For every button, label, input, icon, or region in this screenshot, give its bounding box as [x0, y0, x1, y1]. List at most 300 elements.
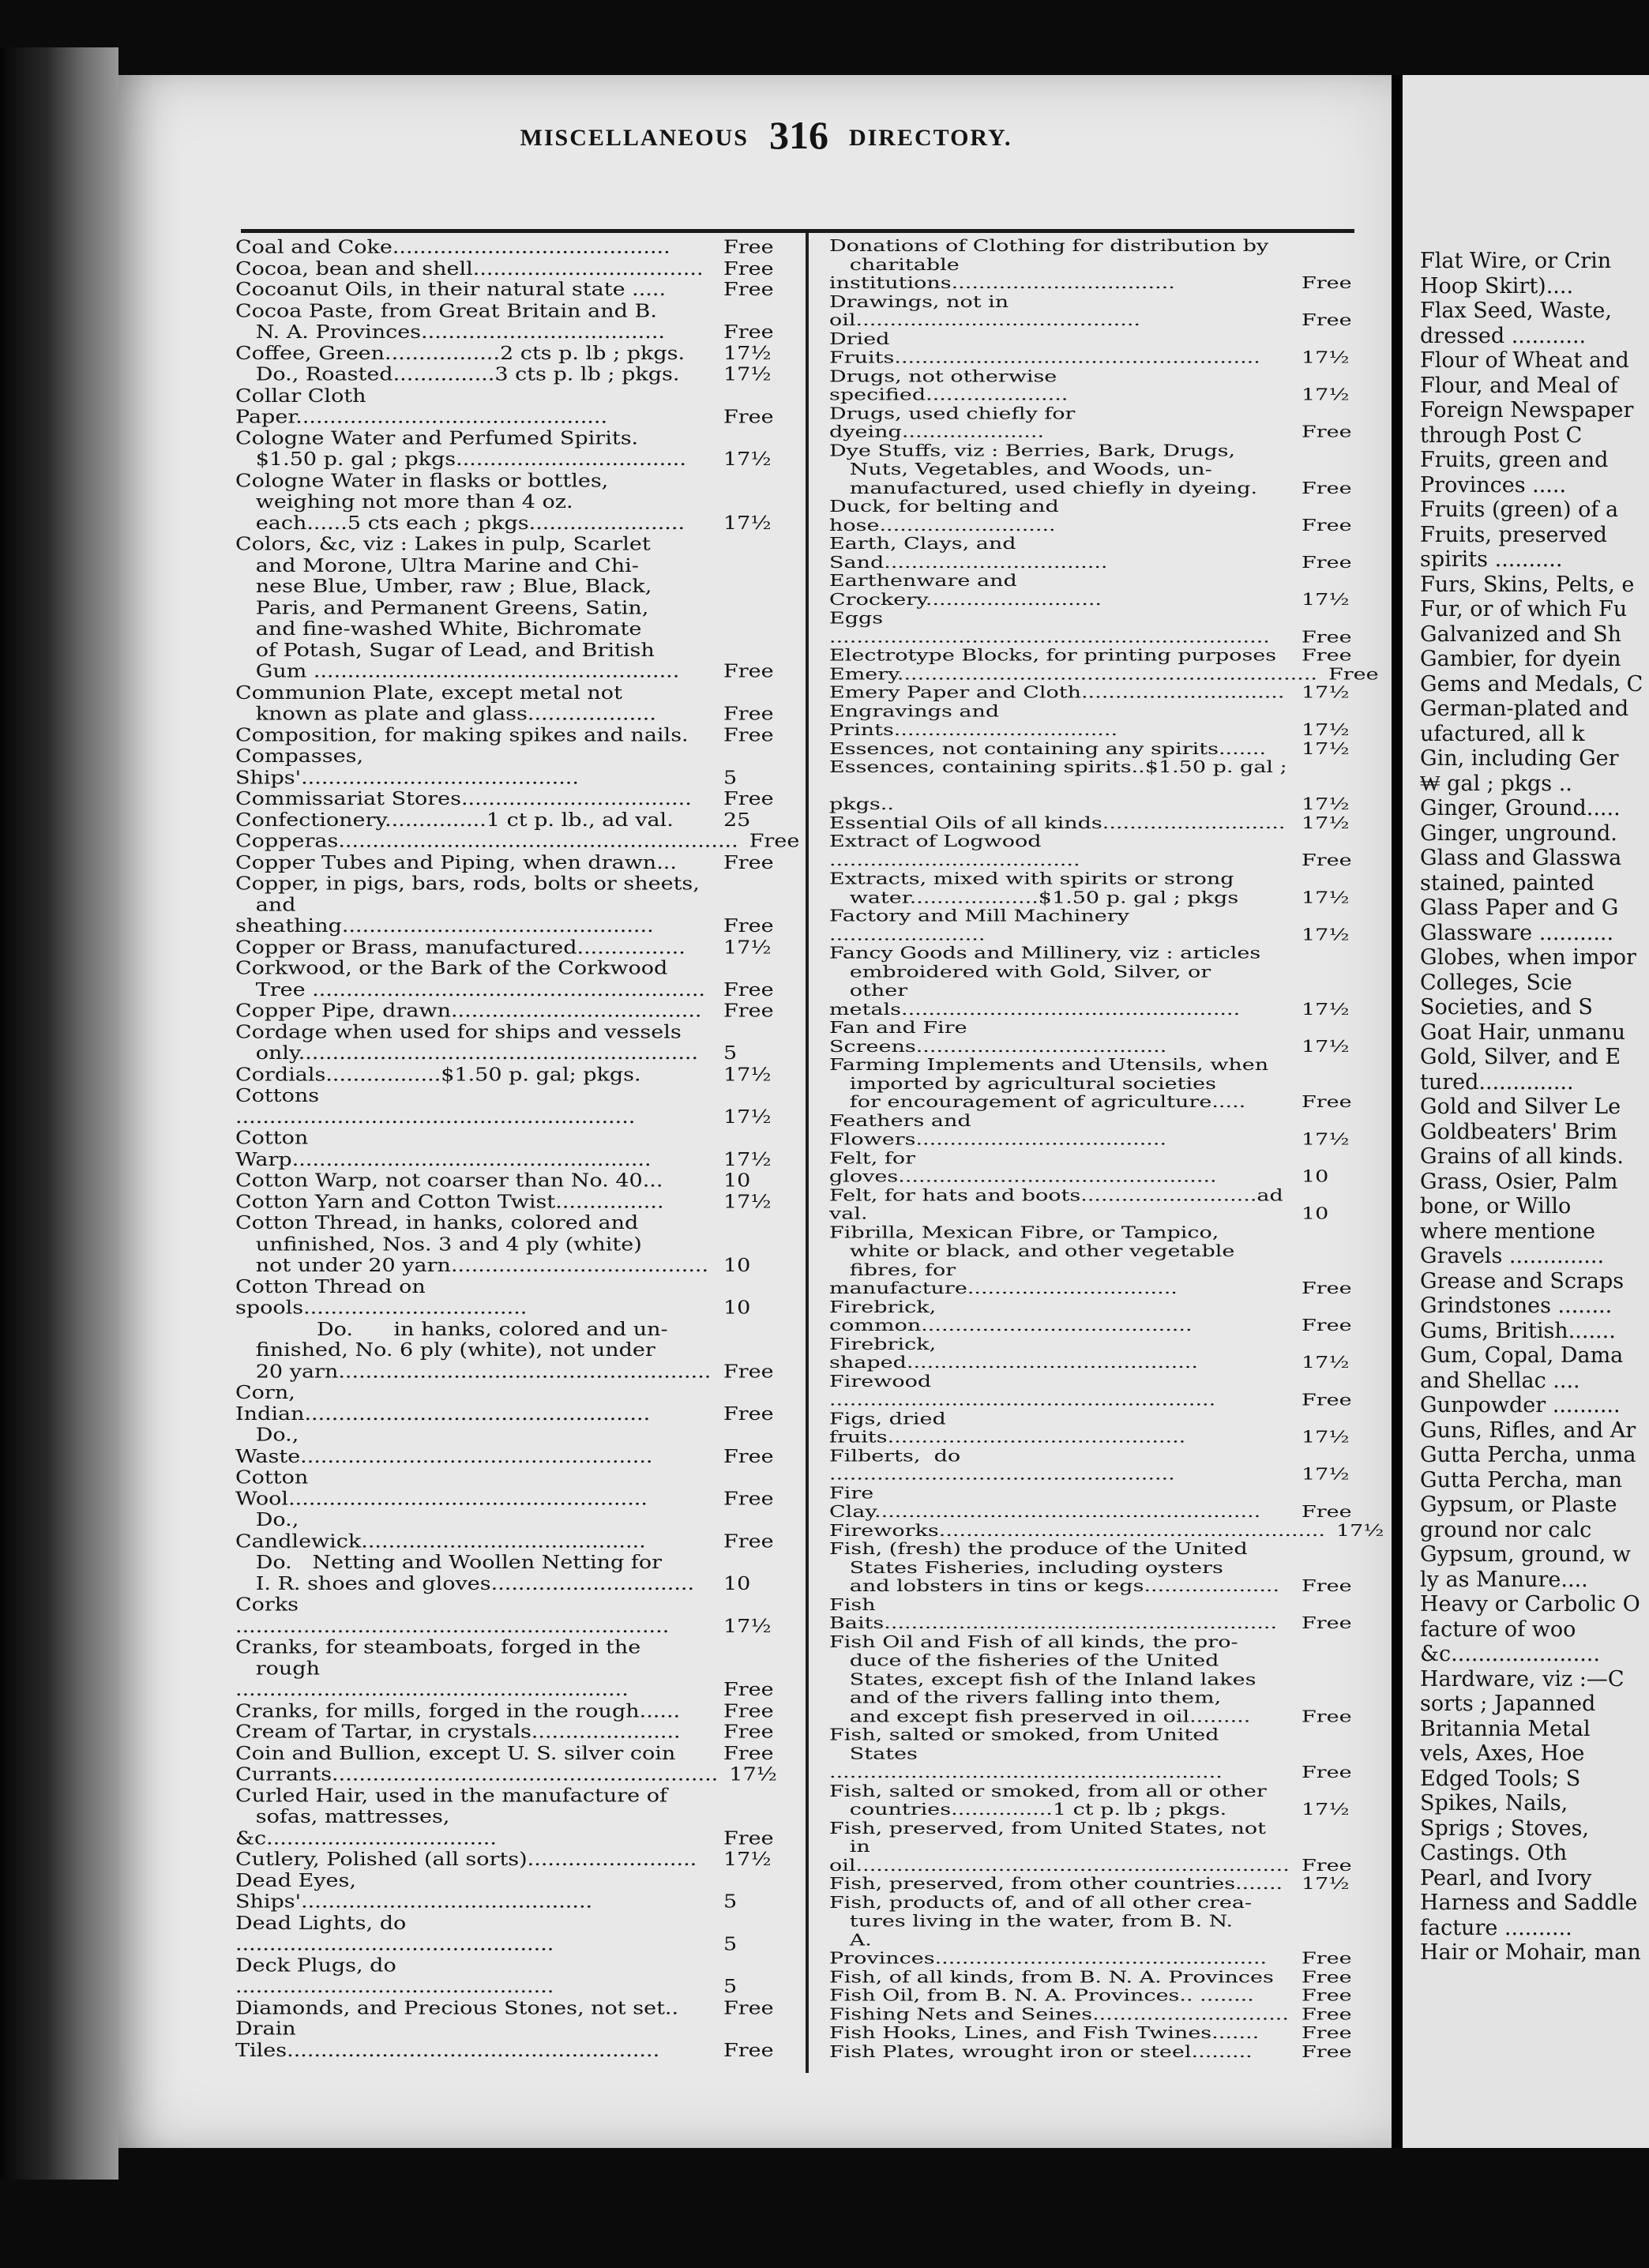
entry-rate: Free: [723, 1700, 774, 1722]
entry-rate: Free: [1302, 1949, 1352, 1968]
adjacent-entry: Furs, Skins, Pelts, e: [1420, 572, 1635, 597]
entry-rate: Free: [723, 257, 774, 280]
entry-text: Colors, &c, viz : Lakes in pulp, Scarlet and Morone, Ultra Marine and Chi- nese Blue, Umber, raw ; Blue, Black, Paris, and Permanent Greens, Satin, and fine-washed White, Bichromate of Potash, Sugar of Lead, and British Gum ......................................................: [235, 534, 680, 682]
tariff-entry: [235, 725, 780, 746]
tariff-entry: [829, 665, 1379, 684]
entry-rate: 17½: [1302, 385, 1350, 404]
tariff-entry: [235, 1785, 780, 1849]
entry-rate: Free: [723, 979, 774, 1001]
adjacent-entry: bone, or Willo: [1420, 1194, 1572, 1218]
entry-rate: 17½: [1302, 1000, 1350, 1019]
tariff-entry: [235, 1997, 780, 2018]
entry-rate: 17½: [723, 1149, 772, 1170]
entry-text: Fish Hooks, Lines, and Fish Twines.......: [829, 2023, 1260, 2043]
entry-text: Copper Pipe, drawn.....................................: [235, 1000, 702, 1022]
adjacent-entry: Spikes, Nails,: [1420, 1791, 1568, 1816]
tariff-entry: [235, 809, 780, 831]
adjacent-entry: dressed ...........: [1420, 323, 1587, 348]
entry-rate: 5: [723, 767, 738, 788]
entry-text: Corn, Indian...................................................: [235, 1382, 651, 1425]
entry-rate: 5: [723, 1042, 738, 1065]
entry-rate: Free: [1302, 1391, 1352, 1410]
entry-rate: 10: [723, 1255, 751, 1276]
entry-rate: 17½: [723, 343, 772, 364]
entry-text: Compasses, Ships'.........................................: [235, 745, 579, 788]
tariff-entry: [829, 2005, 1358, 2024]
entry-rate: 17½: [1302, 683, 1350, 702]
tariff-entry: [829, 739, 1358, 758]
entry-text: Firebrick, shaped...........................................: [829, 1335, 1198, 1372]
tariff-entry: [235, 831, 800, 852]
entry-text: Fish, salted or smoked, from all or other countries...............1 ct p. lb ; pkgs.: [829, 1782, 1267, 1819]
entry-text: Communion Plate, except metal not known as plate and glass...................: [235, 682, 656, 725]
tariff-entry: [235, 958, 780, 1001]
entry-text: Earthenware and Crockery..........................: [829, 572, 1102, 610]
entry-text: Corks ................................................................: [235, 1594, 670, 1637]
tariff-entry: [235, 1467, 780, 1510]
entry-text: Coal and Coke.........................................: [235, 237, 670, 258]
entry-rate: 5: [723, 1976, 738, 1997]
entry-rate: Free: [723, 703, 774, 725]
entry-rate: Free: [723, 851, 774, 873]
entry-rate: Free: [749, 831, 800, 852]
adjacent-entry: Ginger, unground.: [1420, 820, 1617, 846]
entry-text: Fish, (fresh) the produce of the United States Fisheries, including oysters and lobsters in tins or kegs....................: [829, 1540, 1280, 1596]
entry-rate: Free: [1302, 1614, 1352, 1633]
tariff-entry: [829, 944, 1358, 1019]
header-left: MISCELLANEOUS: [520, 125, 749, 151]
tariff-entry: [829, 1223, 1358, 1297]
entry-text: Coin and Bullion, except U. S. silver coin: [235, 1743, 676, 1764]
entry-text: Cotton Thread, in hanks, colored and unfinished, Nos. 3 and 4 ply (white) not under 20 yarn......................................: [235, 1212, 709, 1276]
entry-rate: 17½: [1302, 1037, 1350, 1056]
entry-rate: Free: [1302, 1502, 1352, 1522]
entry-text: Do. in hanks, colored and un- finished, No. 6 ply (white), not under 20 yarn.......................................................: [255, 1318, 712, 1383]
tariff-entry: [829, 2024, 1358, 2043]
entry-text: Cranks, for steamboats, forged in the rough ..........................................................: [235, 1636, 641, 1700]
adjacent-entry: through Post C: [1420, 422, 1583, 448]
entry-text: Fish, of all kinds, from B. N. A. Provinces: [829, 1968, 1274, 1987]
tariff-entry: [235, 1276, 780, 1319]
adjacent-entry: Gunpowder ..........: [1420, 1393, 1621, 1418]
entry-rate: Free: [1302, 2023, 1352, 2043]
entry-rate: 17½: [1302, 590, 1350, 610]
entry-text: Fish, preserved, from United States, not in oil................................................................: [829, 1819, 1290, 1875]
adjacent-entry: Flat Wire, or Crin: [1420, 249, 1612, 273]
tariff-entry: [235, 428, 780, 471]
tariff-entry: [829, 1410, 1358, 1447]
entry-text: Do. Netting and Woollen Netting for I. R. shoes and gloves..............................: [255, 1552, 695, 1594]
entry-rate: Free: [1302, 274, 1352, 293]
tariff-entry: [235, 1213, 780, 1277]
entry-text: Fibrilla, Mexican Fibre, or Tampico, white or black, and other vegetable fibres, for manufacture...............................: [829, 1223, 1235, 1298]
entry-rate: Free: [723, 2040, 774, 2061]
entry-rate: 17½: [723, 364, 772, 385]
entry-text: Fish Oil, from B. N. A. Provinces.. ........: [829, 1986, 1254, 2005]
entry-text: Felt, for hats and boots..........................ad val.: [829, 1186, 1290, 1223]
entry-rate: 17½: [1302, 739, 1350, 758]
adjacent-entry: Goldbeaters' Brim: [1420, 1119, 1617, 1144]
adjacent-entry: where mentione: [1420, 1218, 1596, 1244]
entry-text: Do., Candlewick..........................................: [235, 1509, 646, 1552]
adjacent-entry: ufactured, all k: [1420, 721, 1585, 746]
entry-rate: 17½: [723, 1191, 772, 1213]
adjacent-entry: Grains of all kinds.: [1420, 1144, 1624, 1169]
adjacent-entry: Colleges, Scie: [1420, 970, 1572, 995]
adjacent-entry: Grindstones ........: [1420, 1294, 1613, 1318]
entry-text: Filberts, do ...................................................: [829, 1447, 1175, 1484]
entry-text: Copper Tubes and Piping, when drawn...: [235, 851, 677, 873]
entry-rate: Free: [723, 321, 774, 343]
entry-rate: 17½: [1302, 795, 1350, 814]
adjacent-entry: Fruits, preserved: [1420, 522, 1607, 547]
entry-rate: 5: [723, 1933, 738, 1955]
entry-text: Cotton Yarn and Cotton Twist................: [235, 1191, 664, 1213]
entry-text: Cotton Warp.....................................................: [235, 1128, 652, 1170]
book-spine: [0, 47, 118, 2180]
entry-rate: 5: [723, 1891, 738, 1913]
column-left: [235, 237, 800, 2061]
entry-rate: 17½: [1302, 1130, 1350, 1149]
entry-rate: 10: [723, 1573, 751, 1594]
entry-rate: Free: [723, 406, 774, 428]
entry-text: Drugs, used chiefly for dyeing.....................: [829, 404, 1083, 441]
entry-text: Emery..............................................................: [829, 665, 1317, 684]
entry-rate: 17½: [1302, 1354, 1350, 1372]
entry-text: Emery Paper and Cloth..............................: [829, 683, 1285, 702]
adjacent-entry: Flour of Wheat and: [1420, 348, 1629, 373]
entry-rate: Free: [1302, 628, 1352, 647]
entry-rate: Free: [723, 915, 774, 937]
adjacent-entry: Sprigs ; Stoves,: [1420, 1816, 1589, 1841]
entry-rate: Free: [1302, 1316, 1352, 1335]
adjacent-entry: Harness and Saddle: [1420, 1891, 1638, 1915]
entry-rate: 10: [723, 1297, 751, 1319]
tariff-entry: [235, 1319, 780, 1383]
adjacent-entry: Hair or Mohair, man: [1420, 1940, 1641, 1965]
page-number: 316: [768, 113, 828, 157]
adjacent-entry: Gutta Percha, unma: [1420, 1443, 1636, 1467]
entry-rate: Free: [723, 1530, 774, 1552]
entry-rate: 17½: [729, 1763, 777, 1785]
adjacent-entry: and Shellac ....: [1420, 1368, 1580, 1393]
entry-rate: Free: [1302, 1707, 1352, 1726]
entry-text: Drain Tiles.......................................................: [235, 2018, 660, 2061]
entry-rate: Free: [1302, 1577, 1352, 1596]
tariff-entry: [829, 1894, 1358, 1968]
adjacent-entry: Edged Tools; S: [1420, 1766, 1581, 1791]
tariff-entry: [235, 237, 780, 258]
adjacent-entry: Gravels ..............: [1420, 1244, 1605, 1268]
adjacent-page-fragment: [1392, 75, 1649, 2148]
tariff-entry: [235, 873, 780, 937]
tariff-entry: [235, 1065, 780, 1086]
entry-text: Cologne Water in flasks or bottles, weighing not more than 4 oz. each......5 cts each ; pkgs.......................: [235, 470, 686, 534]
entry-text: Dead Lights, do ...............................................: [235, 1912, 554, 1955]
adjacent-entry: German-plated and: [1420, 697, 1629, 721]
entry-rate: Free: [723, 1488, 774, 1510]
tariff-entry: [829, 702, 1358, 739]
entry-text: Diamonds, and Precious Stones, not set..: [235, 1997, 679, 2018]
entry-text: Fishing Nets and Seines.............................: [829, 2005, 1289, 2024]
tariff-entry: [829, 1521, 1384, 1540]
adjacent-entry: Gums, British.......: [1420, 1318, 1616, 1343]
entry-rate: Free: [723, 1743, 774, 1764]
entry-text: Donations of Clothing for distribution by charitable institutions.................................: [829, 237, 1269, 293]
column-divider: [806, 233, 809, 2073]
entry-rate: 17½: [723, 1615, 772, 1637]
tariff-entry: [235, 1955, 780, 1998]
column-right: [829, 237, 1384, 2061]
adjacent-entry: Fur, or of which Fu: [1420, 597, 1628, 621]
tariff-entry: [829, 1112, 1358, 1149]
tariff-entry: [235, 788, 780, 809]
entry-text: Cologne Water and Perfumed Spirits. $1.50 p. gal ; pkgs..................................: [235, 427, 686, 471]
adjacent-entry: facture ..........: [1420, 1915, 1572, 1940]
tariff-entry: [829, 1819, 1358, 1876]
entry-rate: 17½: [1302, 813, 1350, 832]
entry-text: Commissariat Stores..................................: [235, 788, 692, 809]
adjacent-entry: Hardware, viz :—C: [1420, 1666, 1625, 1692]
tariff-entry: [235, 1743, 780, 1764]
tariff-entry: [235, 385, 780, 428]
entry-rate: 17½: [723, 1064, 772, 1085]
tariff-entry: [829, 1987, 1358, 2006]
adjacent-entry: Glass and Glasswa: [1420, 846, 1622, 870]
tariff-entry: [235, 301, 780, 344]
entry-text: Curled Hair, used in the manufacture of sofas, mattresses, &c..................................: [235, 1785, 667, 1849]
tariff-entry: [829, 1633, 1358, 1726]
entry-rate: 10: [1302, 1167, 1329, 1186]
entry-text: Eggs .................................................................: [829, 609, 1270, 647]
tariff-entry: [235, 534, 780, 682]
adjacent-entry: Glass Paper and G: [1420, 896, 1619, 920]
tariff-entry: [235, 1764, 780, 1785]
entry-rate: 17½: [723, 1106, 772, 1128]
tariff-entry: [829, 1298, 1358, 1335]
entry-text: Felt, for gloves...............................................: [829, 1149, 1217, 1186]
entry-rate: 17½: [1302, 926, 1350, 944]
tariff-entry: [829, 609, 1358, 646]
entry-text: Cream of Tartar, in crystals......................: [235, 1722, 681, 1743]
tariff-entry: [235, 1170, 780, 1192]
tariff-entry: [235, 1594, 780, 1637]
tariff-entry: [829, 1484, 1358, 1521]
header-rule: [241, 229, 1354, 233]
tariff-entry: [829, 1782, 1358, 1819]
entry-text: Fancy Goods and Millinery, viz : articles embroidered with Gold, Silver, or other metals..................................................: [829, 944, 1261, 1019]
entry-rate: Free: [1302, 553, 1352, 572]
entry-rate: 17½: [723, 513, 772, 534]
entry-text: Copperas...........................................................: [235, 831, 738, 852]
entry-text: Cutlery, Polished (all sorts).........................: [235, 1849, 697, 1870]
entry-text: Cottons ...........................................................: [235, 1085, 636, 1128]
adjacent-entry: Guns, Rifles, and Ar: [1420, 1418, 1636, 1443]
tariff-entry: [829, 1875, 1358, 1894]
entry-text: Electrotype Blocks, for printing purposes: [829, 646, 1277, 665]
adjacent-entry: Gutta Percha, man: [1420, 1467, 1623, 1493]
tariff-entry: [829, 2042, 1358, 2061]
adjacent-entry: Grass, Osier, Palm: [1420, 1169, 1618, 1194]
entry-text: Dried Fruits......................................................: [829, 329, 1260, 367]
entry-rate: 17½: [1302, 348, 1350, 367]
entry-rate: Free: [723, 661, 774, 682]
entry-text: Drawings, not in oil..........................................: [829, 292, 1140, 330]
adjacent-entry: Gypsum, or Plaste: [1420, 1493, 1617, 1517]
entry-text: Cordage when used for ships and vessels only...........................................................: [235, 1021, 699, 1065]
entry-text: Firebrick, common........................................: [829, 1297, 1193, 1335]
tariff-entry: [235, 1913, 780, 1955]
entry-text: Fish, preserved, from other countries.......: [829, 1875, 1283, 1894]
entry-rate: Free: [1302, 422, 1352, 441]
tariff-entry: [829, 758, 1358, 814]
entry-text: Cotton Warp, not coarser than No. 40...: [235, 1170, 663, 1192]
entry-rate: 17½: [1302, 720, 1350, 740]
entry-rate: Free: [723, 724, 774, 746]
tariff-entry: [829, 832, 1358, 869]
tariff-entry: [235, 852, 780, 873]
adjacent-entry: Foreign Newspaper: [1420, 398, 1634, 422]
entry-rate: 17½: [723, 1849, 772, 1870]
adjacent-entry: Britannia Metal: [1420, 1716, 1591, 1741]
entry-text: Fireworks.........................................................: [829, 1521, 1325, 1540]
tariff-entry: [829, 907, 1358, 944]
adjacent-entry: Gypsum, ground, w: [1420, 1542, 1631, 1567]
entry-rate: Free: [1302, 1986, 1352, 2005]
adjacent-entry: Ginger, Ground.....: [1420, 796, 1621, 820]
tariff-entry: [235, 1382, 780, 1425]
tariff-entry: [829, 572, 1358, 609]
entry-rate: Free: [1302, 311, 1352, 330]
entry-rate: Free: [723, 1000, 774, 1022]
entry-rate: Free: [723, 1403, 774, 1425]
adjacent-entry: Heavy or Carbolic O: [1420, 1592, 1640, 1617]
entry-text: Fire Clay.........................................................: [829, 1484, 1261, 1522]
entry-rate: 10: [723, 1170, 751, 1192]
tariff-entry: [829, 404, 1358, 441]
tariff-entry: [829, 330, 1358, 367]
tariff-entry: [235, 2018, 780, 2061]
entry-text: Duck, for belting and hose..........................: [829, 498, 1066, 535]
entry-rate: Free: [1302, 1856, 1352, 1875]
tariff-entry: [235, 1128, 780, 1170]
entry-text: Dead Eyes, Ships'...........................................: [235, 1870, 593, 1913]
tariff-entry: [235, 1637, 780, 1701]
entry-rate: 17½: [1302, 888, 1350, 907]
entry-text: Corkwood, or the Bark of the Corkwood Tree ..........................................................: [235, 958, 705, 1001]
entry-rate: Free: [1302, 1093, 1352, 1112]
adjacent-entry: Flour, and Meal of: [1420, 373, 1618, 398]
adjacent-entry: ₩ gal ; pkgs ..: [1420, 771, 1572, 796]
entry-text: Fish Oil and Fish of all kinds, the pro- duce of the fisheries of the United States, except fish of the Inland lakes and of the rivers falling into them, and except fish preserved in oil.........: [829, 1632, 1256, 1726]
entry-text: Essences, containing spirits..$1.50 p. gal ; pkgs..: [829, 758, 1287, 814]
entry-text: Essences, not containing any spirits.......: [829, 739, 1267, 758]
tariff-entry: [829, 684, 1358, 703]
tariff-entry: [235, 1849, 780, 1870]
entry-text: Confectionery...............1 ct p. lb., ad val.: [235, 809, 674, 831]
entry-text: Essential Oils of all kinds...........................: [829, 813, 1286, 832]
adjacent-entry: Galvanized and Sh: [1420, 621, 1621, 647]
tariff-entry: [829, 1056, 1358, 1112]
tariff-entry: [235, 343, 780, 364]
tariff-entry: [829, 1186, 1358, 1223]
adjacent-entry: stained, painted: [1420, 870, 1595, 896]
entry-rate: Free: [723, 1722, 774, 1743]
entry-rate: 10: [1302, 1204, 1329, 1223]
tariff-entry: [829, 1968, 1358, 1987]
tariff-entry: [829, 498, 1358, 535]
entry-rate: 17½: [1302, 1875, 1350, 1894]
adjacent-page-list: [1403, 249, 1649, 1966]
entry-rate: Free: [1302, 1968, 1352, 1987]
adjacent-entry: vels, Axes, Hoe: [1420, 1741, 1585, 1766]
adjacent-entry: Goat Hair, unmanu: [1420, 1019, 1625, 1045]
entry-text: Fish Plates, wrought iron or steel.........: [829, 2042, 1253, 2061]
tariff-entry: [235, 682, 780, 725]
entry-text: Coffee, Green.................2 cts p. lb ; pkgs.: [235, 343, 686, 364]
adjacent-entry: Fruits (green) of a: [1420, 498, 1619, 522]
tariff-entry: [235, 1192, 780, 1213]
tariff-entry: [235, 937, 780, 958]
entry-text: Cordials.................$1.50 p. gal; pkgs.: [235, 1064, 641, 1085]
tariff-entry: [235, 1022, 780, 1065]
entry-rate: Free: [1302, 646, 1352, 665]
tariff-entry: [829, 1372, 1358, 1410]
entry-text: Figs, dried fruits............................................: [829, 1410, 1186, 1447]
tariff-entry: [235, 1552, 780, 1594]
tariff-entry: [235, 280, 780, 301]
tariff-entry: [235, 364, 780, 385]
entry-rate: Free: [723, 279, 774, 301]
tariff-entry: [235, 470, 780, 534]
entry-rate: Free: [723, 1446, 774, 1467]
tariff-entry: [235, 1001, 780, 1022]
tariff-entry: [829, 441, 1358, 498]
adjacent-entry: Gambier, for dyein: [1420, 647, 1621, 671]
entry-rate: Free: [1302, 2005, 1352, 2024]
adjacent-entry: Grease and Scraps: [1420, 1268, 1625, 1294]
entry-rate: Free: [723, 1997, 774, 2018]
tariff-entry: [829, 535, 1358, 572]
running-header: [411, 87, 1121, 158]
tariff-entry: [235, 1700, 780, 1722]
tariff-entry: [829, 1335, 1358, 1372]
adjacent-entry: Flax Seed, Waste,: [1420, 299, 1612, 323]
entry-rate: 17½: [1302, 1801, 1350, 1819]
tariff-entry: [829, 814, 1358, 833]
header-right: DIRECTORY.: [848, 125, 1012, 151]
entry-rate: Free: [1302, 1279, 1352, 1298]
adjacent-entry: Globes, when impor: [1420, 945, 1636, 970]
entry-text: Cotton Wool.....................................................: [235, 1466, 648, 1510]
entry-rate: Free: [723, 237, 774, 258]
entry-rate: Free: [723, 1679, 774, 1700]
tariff-entry: [829, 1540, 1358, 1596]
entry-rate: Free: [723, 1361, 774, 1383]
entry-text: Cocoa, bean and shell..................................: [235, 257, 704, 280]
entry-rate: Free: [1302, 1763, 1352, 1782]
entry-rate: 17½: [723, 449, 772, 471]
tariff-entry: [829, 1149, 1358, 1186]
adjacent-entry: facture of woo: [1420, 1617, 1576, 1642]
tariff-entry: [235, 746, 780, 789]
tariff-entry: [235, 1425, 780, 1467]
entry-text: Fish, products of, and of all other crea- tures living in the water, from B. N. A. Provinces.................................................: [829, 1893, 1268, 1968]
tariff-entry: [235, 1085, 780, 1128]
entry-text: Feathers and Flowers.....................................: [829, 1111, 1167, 1149]
adjacent-entry: Gold and Silver Le: [1420, 1095, 1621, 1119]
entry-text: Cotton Thread on spools.................................: [235, 1276, 528, 1319]
